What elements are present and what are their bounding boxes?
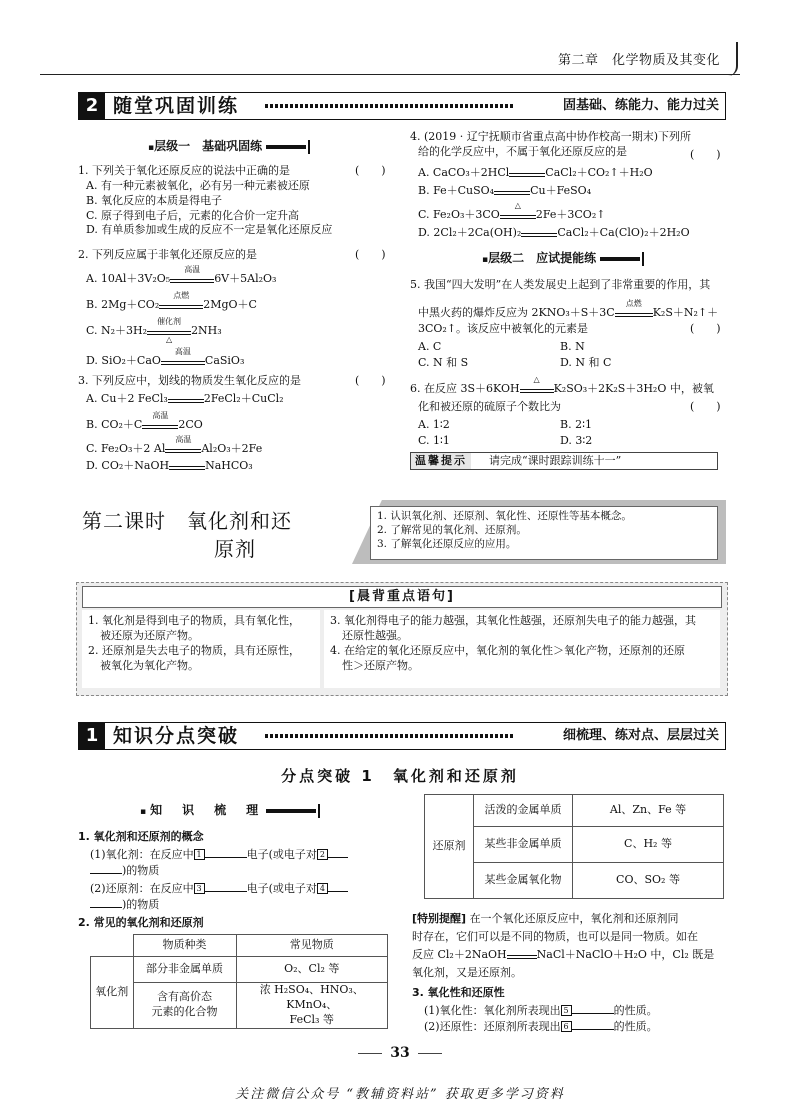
q5-option-d: D. N 和 C: [560, 356, 612, 369]
objective-item: 1. 认识氧化剂、还原剂、氧化性、还原性等基本概念。: [377, 510, 632, 522]
special-note-label: [特别提醒]: [412, 912, 467, 925]
oxidant-table: [90, 934, 388, 1029]
key-point: 性＞还原产物。: [342, 658, 419, 672]
footer-promo: 关注微信公众号 “教辅资料站” 获取更多学习资料: [235, 1087, 565, 1102]
oxidant-definition: (1)氧化剂：在反应中 1 电子(或电子对 2: [90, 848, 348, 863]
q6-paren: ( ): [690, 400, 721, 413]
q2-option-b: B. 2Mg＋CO₂ 点燃 2MgO＋C: [86, 291, 257, 311]
level1-heading: ▪层级一 基础巩固练: [148, 138, 310, 154]
objective-item: 2. 了解常见的氧化剂、还原剂。: [377, 524, 527, 537]
q2-option-d: D. SiO₂＋CaO 高温 CaSiO₃: [86, 347, 245, 367]
special-note-line-3: 反应 Cl₂＋2NaOH NaCl＋NaClO＋H₂O 中，Cl₂ 既是: [412, 948, 715, 961]
header-rule: [40, 74, 740, 75]
section-banner-knowledge: [78, 722, 726, 750]
oxidizing-property: (1)氧化性：氧化剂所表现出 5 的性质。: [424, 1004, 658, 1017]
oxidant-group-cell: 氧化剂: [91, 957, 134, 1029]
q2-option-c: C. N₂＋3H₂ 催化剂 △ 2NH₃: [86, 317, 222, 344]
q4-paren: ( ): [690, 148, 721, 161]
q3-option-a: A. Cu＋2 FeCl₃ 2FeCl₂＋CuCl₂: [86, 392, 284, 405]
table-cell: O₂、Cl₂ 等: [236, 957, 388, 983]
key-point: 1. 氧化剂是得到电子的物质，具有氧化性，: [88, 614, 300, 627]
q1-option-c: C. 原子得到电子后，元素的化合价一定升高: [86, 208, 300, 222]
q6-option-a: A. 1∶2: [418, 418, 450, 431]
knowledge-label: 知 识 梳 理: [150, 803, 263, 817]
special-note-line-4: 氧化剂，又是还原剂。: [412, 966, 522, 979]
table-cell: 部分非金属单质: [133, 957, 236, 983]
q4-option-b: B. Fe＋CuSO₄ Cu＋FeSO₄: [418, 184, 592, 197]
question-5: [410, 278, 710, 293]
reductant-table: [424, 794, 724, 899]
table-header: 物质种类: [133, 935, 236, 957]
banner-rule: [265, 104, 515, 108]
key-point: 3. 氧化剂得电子的能力越强，其氧化性越强，还原剂失电子的能力越强，其: [330, 614, 696, 627]
q5-option-b: B. N: [560, 340, 585, 353]
table-cell: 活泼的金属单质: [474, 795, 573, 827]
chapter-header: 第二章 化学物质及其变化: [557, 53, 720, 68]
q5-line-3: 3CO₂↑。该反应中被氧化的元素是: [418, 322, 589, 335]
section-number: 1: [79, 723, 105, 749]
subsection-title: 分点突破 1 氧化剂和还原剂: [281, 767, 519, 785]
question-3: [78, 374, 301, 389]
q3-paren: ( ): [355, 374, 386, 387]
q5-option-c: C. N 和 S: [418, 356, 469, 369]
q3-option-b: B. CO₂＋C 高温 2CO: [86, 411, 203, 431]
question-4: [410, 130, 691, 160]
key-point: 4. 在给定的氧化还原反应中，氧化剂的氧化性＞氧化产物，还原剂的还原: [330, 643, 685, 657]
q3-stem: 3. 下列反应中，划线的物质发生氧化反应的是: [78, 374, 301, 387]
lesson-title-line-2: 原剂: [214, 537, 256, 561]
question-1: [78, 164, 332, 238]
section-tag: 细梳理、练对点、层层过关: [562, 728, 719, 743]
q1-paren: ( ): [355, 164, 386, 177]
q4-option-d: D. 2Cl₂＋2Ca(OH)₂ CaCl₂＋Ca(ClO)₂＋2H₂O: [418, 226, 690, 239]
level1-label: 层级一 基础巩固练: [154, 139, 263, 153]
q4-option-a: A. CaCO₃＋2HCl CaCl₂＋CO₂↑＋H₂O: [418, 166, 653, 179]
table-cell: 某些金属氧化物: [474, 863, 573, 899]
reductant-definition: (2)还原剂：在反应中 3 电子(或电子对 4: [90, 882, 348, 897]
common-agents-heading: 2. 常见的氧化剂和还原剂: [78, 916, 204, 929]
table-cell: CO、SO₂ 等: [573, 863, 724, 899]
q1-option-b: B. 氧化反应的本质是得电子: [86, 193, 223, 207]
key-points-left: [82, 610, 320, 688]
objectives-box: [370, 506, 718, 560]
level2-heading: ▪层级二 应试提能练: [482, 250, 644, 266]
lesson-title-line-1: 第二课时 氧化剂和还: [82, 509, 292, 533]
tip-text: 请完成“课时跟踪训练十一”: [489, 454, 622, 467]
q2-option-a: A. 10Al＋3V₂O₅ 高温 6V＋5Al₂O₃: [86, 265, 277, 285]
q5-line-1: 5. 我国“四大发明”在人类发展史上起到了非常重要的作用，其: [410, 278, 711, 291]
q3-option-d: D. CO₂＋NaOH NaHCO₃: [86, 459, 253, 472]
objective-item: 3. 了解氧化还原反应的应用。: [377, 538, 517, 551]
section-title: 知识分点突破: [113, 725, 240, 747]
header-hook-decoration: [726, 42, 738, 76]
knowledge-heading: ▪知 识 梳 理: [140, 802, 320, 818]
table-cell: 某些非金属单质: [474, 827, 573, 863]
level2-label: 层级二 应试提能练: [488, 251, 597, 265]
q4-stem-1: 4. (2019 · 辽宁抚顺市省重点高中协作校高一期末)下列所: [410, 130, 692, 143]
table-cell: 浓 H₂SO₄、HNO₃、KMnO₄、 FeCl₃ 等: [236, 983, 388, 1029]
q5-line-2: 中黑火药的爆炸反应为 2KNO₃＋S＋3C 点燃 K₂S＋N₂↑＋: [418, 299, 719, 319]
q2-paren: ( ): [355, 248, 386, 261]
key-point: 被还原为还原产物。: [100, 628, 199, 642]
special-note-line-2: 时存在，它们可以是不同的物质，也可以是同一物质。如在: [412, 930, 698, 943]
q2-stem: 2. 下列反应属于非氧化还原反应的是: [78, 248, 257, 261]
tip-label: 温馨提示: [411, 453, 471, 469]
q6-option-b: B. 2∶1: [560, 418, 592, 431]
section-tag: 固基础、练能力、能力过关: [562, 98, 719, 113]
question-6: 6. 在反应 3S＋6KOH △ K₂SO₃＋2K₂S＋3H₂O 中，被氧: [410, 375, 714, 395]
q1-option-a: A. 有一种元素被氧化，必有另一种元素被还原: [86, 178, 310, 192]
q5-paren: ( ): [690, 322, 721, 335]
reductant-definition-end: )的物质: [90, 898, 159, 913]
key-point: 被氧化为氧化产物。: [100, 658, 199, 672]
reductant-group-cell: 还原剂: [425, 795, 474, 899]
key-point: 2. 还原剂是失去电子的物质，具有还原性，: [88, 643, 300, 657]
q1-option-d: D. 有单质参加或生成的反应不一定是氧化还原反应: [86, 223, 333, 237]
q4-option-c: C. Fe₂O₃＋3CO △ 2Fe＋3CO₂↑: [418, 201, 606, 221]
section-number: 2: [79, 93, 105, 119]
page-number: 33: [0, 1044, 800, 1063]
q4-stem-2: 给的化学反应中，不属于氧化还原反应的是: [418, 144, 627, 158]
q6-option-d: D. 3∶2: [560, 434, 593, 447]
banner-rule: [265, 734, 515, 738]
key-points-title: [晨背重点语句]: [82, 586, 722, 608]
key-points-right: [324, 610, 720, 688]
section-title: 随堂巩固训练: [113, 95, 240, 117]
section-banner-practice: [78, 92, 726, 120]
reducing-property: (2)还原性：还原剂所表现出 6 的性质。: [424, 1020, 658, 1033]
table-header: 常见物质: [236, 935, 388, 957]
table-cell: C、H₂ 等: [573, 827, 724, 863]
question-2: [78, 248, 257, 263]
q3-option-c: C. Fe₂O₃＋2 Al 高温 Al₂O₃＋2Fe: [86, 435, 263, 455]
concept-heading: 1. 氧化剂和还原剂的概念: [78, 830, 204, 843]
property-heading: 3. 氧化性和还原性: [412, 986, 505, 999]
q6-option-c: C. 1∶1: [418, 434, 450, 447]
special-note-line-1: [特别提醒] 在一个氧化还原反应中，氧化剂和还原剂同: [412, 912, 679, 925]
q5-option-a: A. C: [418, 340, 442, 353]
key-point: 还原性越强。: [342, 628, 408, 642]
table-cell: Al、Zn、Fe 等: [573, 795, 724, 827]
q1-stem: 1. 下列关于氧化还原反应的说法中正确的是: [78, 164, 290, 177]
oxidant-definition-end: )的物质: [90, 864, 159, 879]
tip-box: [410, 452, 718, 470]
q6-line-2: 化和被还原的硫原子个数比为: [418, 400, 561, 413]
table-cell: 含有高价态 元素的化合物: [133, 983, 236, 1029]
